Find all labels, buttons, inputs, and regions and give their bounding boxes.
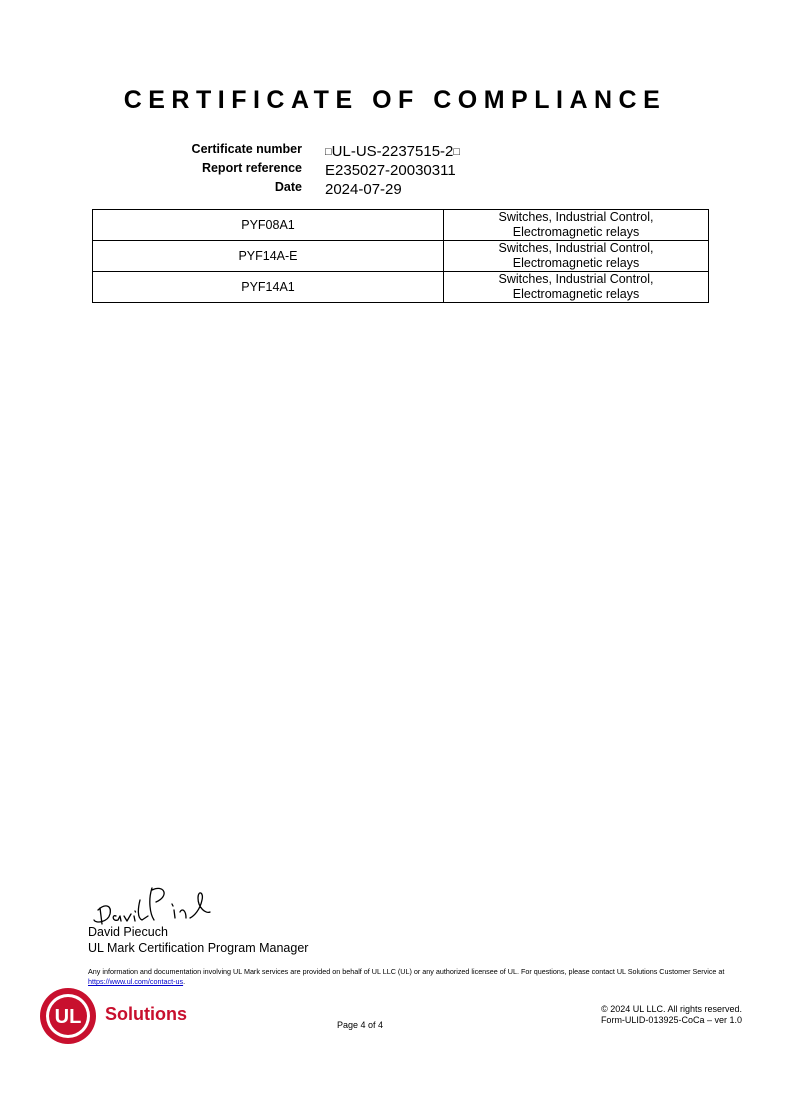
category-line: Electromagnetic relays	[512, 256, 640, 270]
copyright-block	[601, 1004, 742, 1026]
date-value: 2024-07-29	[325, 181, 402, 198]
page-number: Page 4 of 4	[336, 1020, 384, 1030]
category-cell	[444, 272, 709, 303]
signer-name: David Piecuch	[88, 925, 168, 939]
model-cell: PYF14A1	[93, 272, 444, 303]
category-line: Electromagnetic relays	[512, 287, 640, 301]
form-id: Form-ULID-013925-CoCa – ver 1.0	[600, 1015, 742, 1025]
date-row	[0, 179, 790, 199]
products-table	[92, 209, 709, 303]
category-line: Switches, Industrial Control,	[498, 241, 654, 255]
certificate-number-row	[0, 141, 790, 161]
copyright-text: © 2024 UL LLC. All rights reserved.	[601, 1004, 742, 1014]
date-label: Date	[274, 180, 302, 194]
footer-disclaimer	[88, 967, 748, 987]
table-row	[93, 272, 709, 303]
category-line: Switches, Industrial Control,	[498, 210, 654, 224]
logo-text: Solutions	[105, 1004, 187, 1024]
contact-us-link[interactable]: https://www.ul.com/contact-us	[88, 977, 184, 986]
disclaimer-text: Any information and documentation involving UL Mark services are provided on behalf of UL LLC (UL) or any authorized licensee of UL. For questions, please contact UL Solutions Customer Service at	[88, 967, 725, 976]
bracket-glyph-icon: □	[325, 146, 332, 158]
handwritten-signature	[90, 880, 220, 930]
table-row	[93, 210, 709, 241]
table-row	[93, 241, 709, 272]
report-reference-label: Report reference	[201, 161, 302, 175]
logo-mark-text: UL	[54, 1006, 82, 1028]
category-line: Electromagnetic relays	[512, 225, 640, 239]
signer-title: UL Mark Certification Program Manager	[88, 941, 309, 955]
category-cell	[444, 241, 709, 272]
bracket-glyph-icon: □	[453, 146, 461, 158]
category-cell	[444, 210, 709, 241]
certificate-number-value	[325, 143, 460, 161]
model-cell: PYF14A-E	[93, 241, 444, 272]
model-cell: PYF08A1	[93, 210, 444, 241]
category-line: Switches, Industrial Control,	[498, 272, 654, 286]
report-reference-row	[0, 160, 790, 180]
report-reference-value: E235027-20030311	[325, 162, 456, 179]
document-title: CERTIFICATE OF COMPLIANCE	[123, 86, 667, 114]
certificate-number-label: Certificate number	[191, 142, 302, 156]
certificate-number-text: UL-US-2237515-2	[331, 143, 454, 160]
disclaimer-suffix: .	[183, 977, 186, 986]
